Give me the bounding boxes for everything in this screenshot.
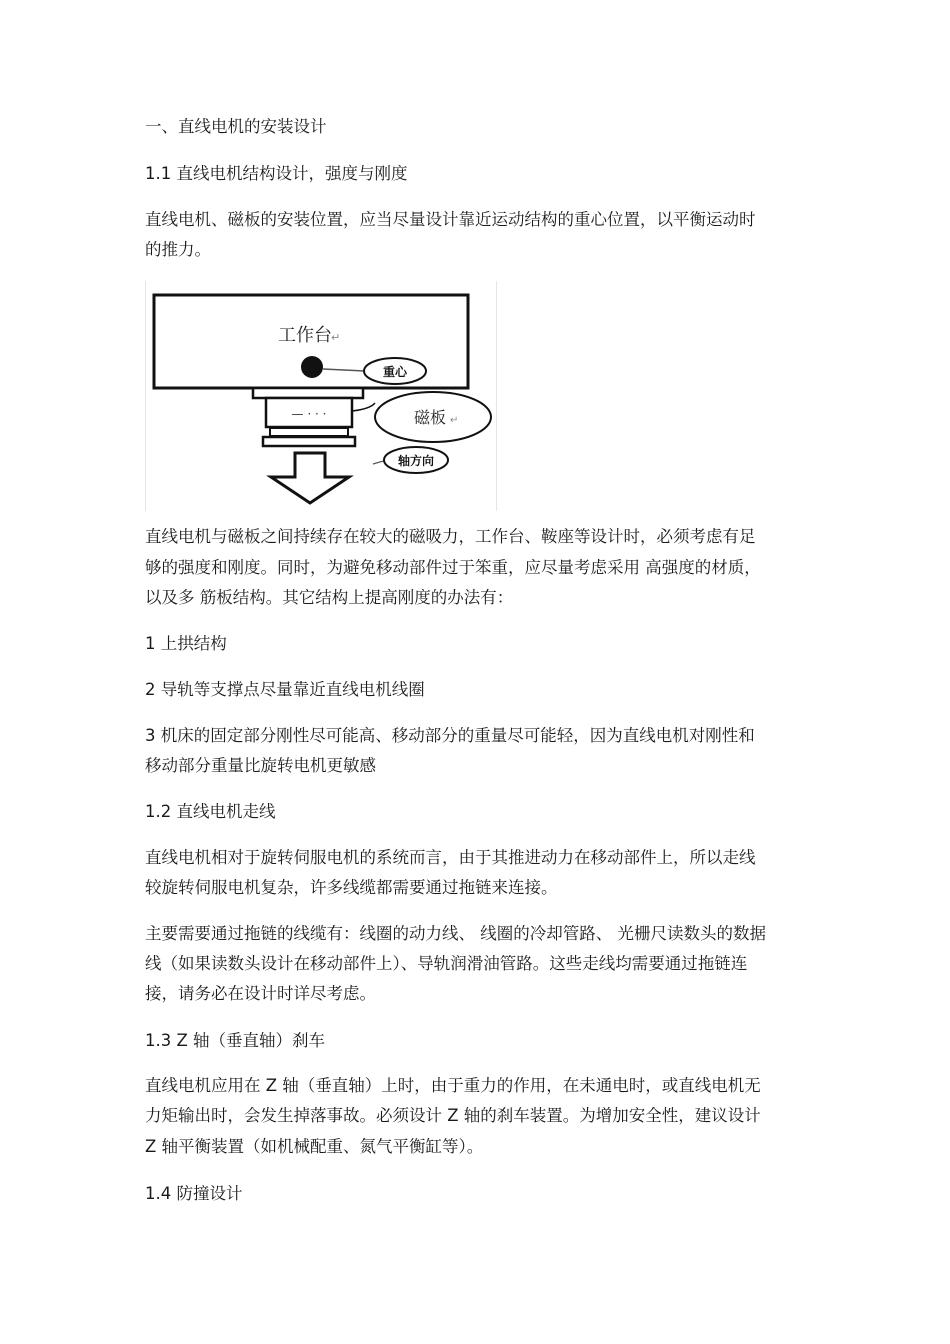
linear-motor-diagram: [145, 281, 497, 511]
paragraph-3-line-2: 较旋转伺服电机复杂，许多线缆都需要通过拖链来连接。: [145, 878, 558, 897]
subsection-heading-1-3: 1.3 Z 轴（垂直轴）刹车: [145, 1031, 326, 1050]
list-item-1: 1 上拱结构: [145, 634, 227, 653]
return-mark-icon: ↵: [331, 331, 341, 344]
return-mark-icon-2: ↵: [450, 415, 459, 426]
magnet-plate-bottom: [263, 437, 355, 446]
paragraph-2-line-2: 够的强度和刚度。同时，为避免移动部件过于笨重，应尽量考虑采用 高强度的材质，: [145, 558, 761, 577]
mount-plate: [253, 388, 363, 398]
axis-direction-label: 轴方向: [397, 454, 435, 468]
magnet-plate-label: 磁板: [413, 408, 447, 427]
subsection-heading-1-4: 1.4 防撞设计: [145, 1184, 243, 1203]
magnet-callout-pointer: [352, 403, 375, 411]
worktable-label: 工作台: [278, 325, 332, 346]
paragraph-5-line-2: 力矩输出时，会发生掉落事故。必须设计 Z 轴的刹车装置。为增加安全性，建议设计: [145, 1106, 761, 1125]
motor-block-marks: — · · ·: [291, 407, 327, 421]
paragraph-1-line-2: 的推力。: [145, 240, 211, 259]
subsection-heading-1-2: 1.2 直线电机走线: [145, 802, 276, 821]
paragraph-4-line-2: 线（如果读数头设计在移动部件上）、导轨润滑油管路。这些走线均需要通过拖链连: [145, 954, 748, 973]
subsection-heading-1-1: 1.1 直线电机结构设计，强度与刚度: [145, 164, 408, 183]
center-of-gravity-dot: [301, 356, 323, 378]
paragraph-5-line-3: Z 轴平衡装置（如机械配重、氮气平衡缸等）。: [145, 1137, 484, 1156]
axis-direction-arrow-icon: [271, 453, 349, 503]
paragraph-4-line-3: 接，请务必在设计时详尽考虑。: [145, 984, 376, 1003]
section-heading: 一、直线电机的安装设计: [145, 117, 327, 136]
magnet-plate-top: [270, 428, 348, 436]
paragraph-1-line-1: 直线电机、磁板的安装位置，应当尽量设计靠近运动结构的重心位置，以平衡运动时: [145, 210, 756, 229]
list-item-3-line-1: 3 机床的固定部分刚性尽可能高、移动部分的重量尽可能轻，因为直线电机对刚性和: [145, 726, 755, 745]
paragraph-2-line-1: 直线电机与磁板之间持续存在较大的磁吸力，工作台、鞍座等设计时，必须考虑有足: [145, 527, 756, 546]
paragraph-2-line-3: 以及多 筋板结构。其它结构上提高刚度的办法有：: [145, 588, 514, 607]
paragraph-4-line-1: 主要需要通过拖链的线缆有：线圈的动力线、 线圈的冷却管路、 光栅尺读数头的数据: [145, 924, 766, 943]
list-item-2: 2 导轨等支撑点尽量靠近直线电机线圈: [145, 680, 425, 699]
paragraph-5-line-1: 直线电机应用在 Z 轴（垂直轴）上时，由于重力的作用，在未通电时，或直线电机无: [145, 1076, 761, 1095]
paragraph-3-line-1: 直线电机相对于旋转伺服电机的系统而言，由于其推进动力在移动部件上，所以走线: [145, 848, 756, 867]
list-item-3-line-2: 移动部分重量比旋转电机更敏感: [145, 756, 376, 775]
center-of-gravity-label: 重心: [382, 365, 408, 379]
